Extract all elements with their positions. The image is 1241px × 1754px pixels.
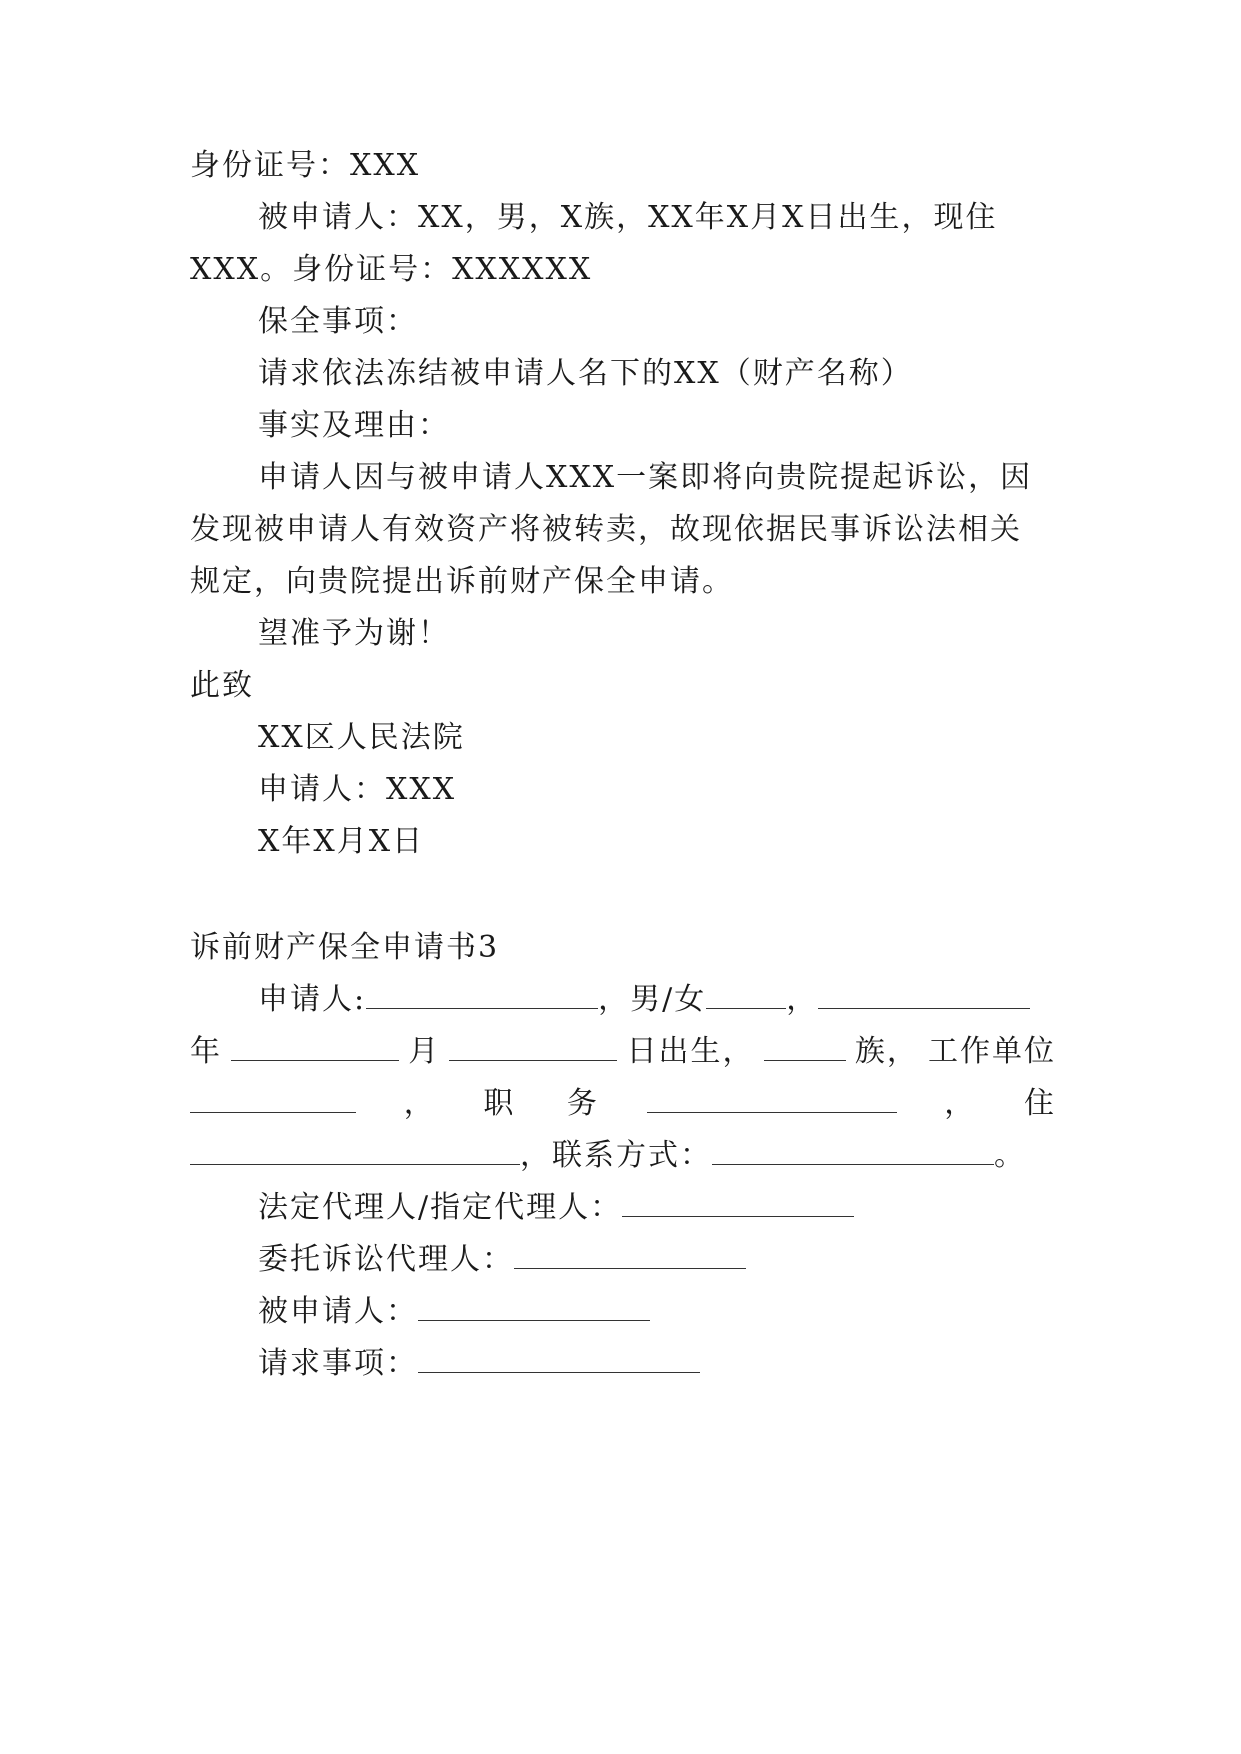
facts-line-1: 申请人因与被申请人XXX一案即将向贵院提起诉讼，因 [258,460,1033,495]
applicant-name-blank[interactable] [366,982,598,1009]
section-title: 诉前财产保全申请书3 [190,930,500,965]
claims-label: 请求事项： [258,1346,418,1381]
birth-date-line [190,1032,1056,1072]
birth-day-blank[interactable] [449,1034,617,1061]
work-duty-line [190,1084,1056,1124]
birth-month-blank[interactable] [231,1034,399,1061]
born-label: 日出生， [626,1034,755,1069]
claims-blank[interactable] [418,1346,700,1373]
entrusted-agent-blank[interactable] [514,1242,746,1269]
legal-agent-line [258,1188,854,1228]
legal-agent-blank[interactable] [622,1190,854,1217]
facts-heading: 事实及理由： [258,408,450,443]
date-line: X年X月X日 [258,824,425,859]
applicant-label: 申请人: [258,982,367,1017]
respondent-line-1: 被申请人：XX，男，X族，XX年X月X日出生，现住 [258,200,998,235]
respondent-form-line [258,1292,650,1332]
applicant-signature: 申请人：XXX [258,772,457,807]
entrusted-agent-label: 委托诉讼代理人： [258,1242,514,1277]
residence-label: 住 [1023,1086,1056,1121]
comma: ， [944,1086,977,1121]
entrusted-agent-line [258,1240,746,1280]
duty-label: 职 务 [483,1086,599,1121]
respondent-blank[interactable] [418,1294,650,1321]
preservation-heading: 保全事项： [258,304,418,339]
ethnicity-blank[interactable] [764,1034,846,1061]
ethnic-label: 族， [854,1034,919,1069]
comma: ， [403,1086,436,1121]
respondent-label: 被申请人： [258,1294,418,1329]
gender-blank[interactable] [706,982,786,1009]
salutation: 此致 [190,668,254,703]
year-label: 年 [190,1034,222,1069]
duty-blank[interactable] [647,1086,897,1113]
work-unit-label: 工作单位 [927,1034,1056,1069]
facts-line-3: 规定，向贵院提出诉前财产保全申请。 [190,564,734,599]
comma: ， [786,982,819,1017]
thanks-line: 望准予为谢！ [258,616,450,651]
respondent-line-2: XXX。身份证号：XXXXXX [190,252,593,287]
address-contact-line [190,1136,1026,1176]
birth-year-blank[interactable] [818,982,1030,1009]
applicant-form-line [258,980,1030,1020]
facts-line-2: 发现被申请人有效资产将被转卖，故现依据民事诉讼法相关 [190,512,1022,547]
preservation-request: 请求依法冻结被申请人名下的XX（财产名称） [258,356,913,391]
court-name: XX区人民法院 [258,720,465,755]
claims-line [258,1344,700,1384]
month-label: 月 [408,1034,441,1069]
id-number-line: 身份证号：XXX [190,148,421,183]
period: 。 [994,1138,1026,1173]
address-blank[interactable] [190,1138,520,1165]
gender-label: ，男/女 [598,982,707,1017]
work-unit-blank[interactable] [190,1086,356,1113]
contact-label: ，联系方式： [520,1138,712,1173]
legal-agent-label: 法定代理人/指定代理人： [258,1190,623,1225]
contact-blank[interactable] [712,1138,994,1165]
